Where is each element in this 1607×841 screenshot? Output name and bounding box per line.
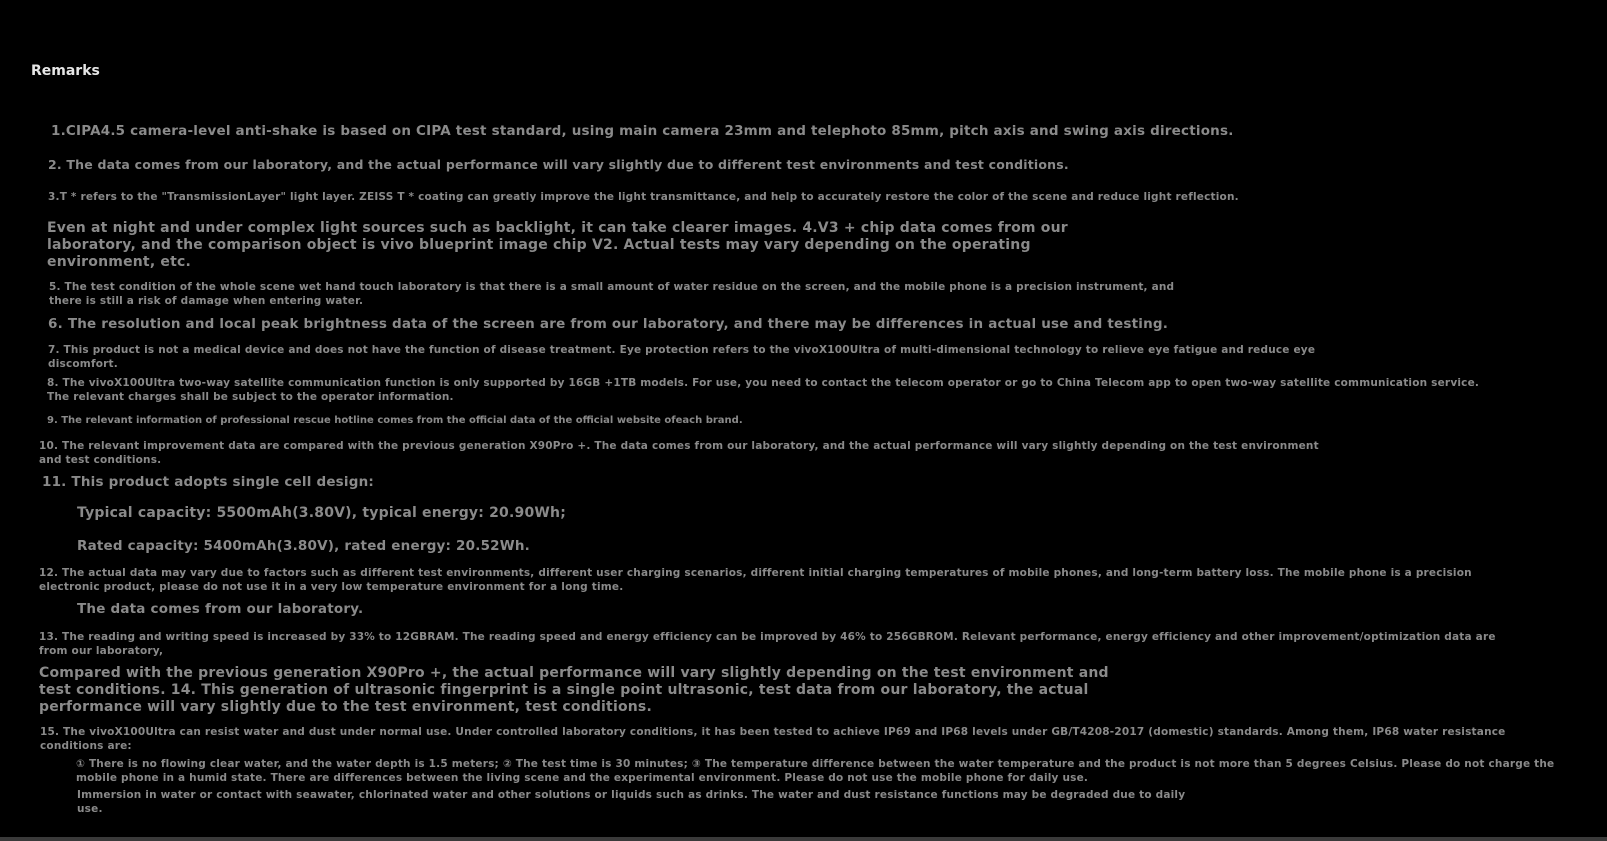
remark-14-line-3: performance will vary slightly due to the test environment, test conditions. — [39, 699, 652, 715]
remark-6: 6. The resolution and local peak brightness data of the screen are from our laboratory, and there may be differences in actual use and testing. — [48, 316, 1169, 332]
remark-9: 9. The relevant information of professional rescue hotline comes from the official data of the official website ofeach brand. — [47, 415, 743, 426]
remark-5-line-2: there is still a risk of damage when entering water. — [49, 295, 364, 307]
remark-14-line-2: test conditions. 14. This generation of ultrasonic fingerprint is a single point ultrasonic, test data from our laboratory, the actual — [39, 682, 1089, 698]
remark-11: 11. This product adopts single cell design: — [42, 474, 375, 490]
remark-12-line-2: electronic product, please do not use it in a very low temperature environment for a long time. — [39, 581, 624, 593]
remark-8-line-2: The relevant charges shall be subject to the operator information. — [47, 391, 454, 403]
remark-15-immersion-line-1: Immersion in water or contact with seawater, chlorinated water and other solutions or liquids such as drinks. The water and dust resistance functions may be degraded due to daily — [77, 789, 1186, 801]
remark-2: 2. The data comes from our laboratory, and the actual performance will vary slightly due to different test environments and test conditions. — [48, 157, 1069, 172]
remark-15-conditions-line-1: ① There is no flowing clear water, and the water depth is 1.5 meters; ② The test time is 30 minutes; ③ The temperature difference between the water temperature and the product is not more than 5 degrees Celsius. Please do not charge the — [76, 758, 1555, 770]
remark-7-line-1: 7. This product is not a medical device and does not have the function of disease treatment. Eye protection refers to the vivoX100Ultra of multi-dimensional technology to relieve eye fatigue and reduce eye — [48, 344, 1316, 356]
remark-15-line-2: conditions are: — [40, 740, 132, 752]
remark-11-rated-capacity: Rated capacity: 5400mAh(3.80V), rated energy: 20.52Wh. — [77, 538, 530, 554]
remark-5-line-1: 5. The test condition of the whole scene wet hand touch laboratory is that there is a small amount of water residue on the screen, and the mobile phone is a precision instrument, and — [49, 281, 1175, 293]
remark-10-line-2: and test conditions. — [39, 454, 162, 466]
remark-15-immersion-line-2: use. — [77, 803, 103, 815]
remark-15-line-1: 15. The vivoX100Ultra can resist water and dust under normal use. Under controlled laboratory conditions, it has been tested to achieve IP69 and IP68 levels under GB/T4208-2017 (domestic) standards. Among them, IP68 water resistance — [40, 726, 1506, 738]
remark-1: 1.CIPA4.5 camera-level anti-shake is based on CIPA test standard, using main camera 23mm and telephoto 85mm, pitch axis and swing axis directions. — [51, 123, 1234, 139]
remark-7-line-2: discomfort. — [48, 358, 118, 370]
remark-11-typical-capacity: Typical capacity: 5500mAh(3.80V), typical energy: 20.90Wh; — [77, 505, 567, 521]
bottom-divider — [0, 837, 1607, 841]
remark-3-line-3: environment, etc. — [47, 254, 192, 270]
remark-3-line-1: Even at night and under complex light sources such as backlight, it can take clearer images. 4.V3 + chip data comes from our — [47, 220, 1068, 236]
remark-15-conditions-line-2: mobile phone in a humid state. There are differences between the living scene and the experimental environment. Please do not use the mobile phone for daily use. — [76, 772, 1089, 784]
remark-14-line-1: Compared with the previous generation X90Pro +, the actual performance will vary slightly depending on the test environment and — [39, 665, 1109, 681]
remark-12-line-1: 12. The actual data may vary due to factors such as different test environments, different user charging scenarios, different initial charging temperatures of mobile phones, and long-term battery loss. The mobile phone is a precision — [39, 567, 1472, 579]
remark-3: 3.T * refers to the "TransmissionLayer" light layer. ZEISS T * coating can greatly improve the light transmittance, and help to accurately restore the color of the scene and reduce light reflection. — [48, 191, 1239, 203]
remark-13-line-2: from our laboratory, — [39, 645, 164, 657]
page-title: Remarks — [31, 63, 100, 79]
remark-10-line-1: 10. The relevant improvement data are compared with the previous generation X90Pro +. The data comes from our laboratory, and the actual performance will vary slightly depending on the test environment — [39, 440, 1319, 452]
remark-8-line-1: 8. The vivoX100Ultra two-way satellite communication function is only supported by 16GB +1TB models. For use, you need to contact the telecom operator or go to China Telecom app to open two-way satellite communication service. — [47, 377, 1480, 389]
remark-12-source: The data comes from our laboratory. — [77, 601, 364, 617]
remark-13-line-1: 13. The reading and writing speed is increased by 33% to 12GBRAM. The reading speed and energy efficiency can be improved by 46% to 256GBROM. Relevant performance, energy efficiency and other improvement/optimization data are — [39, 631, 1496, 643]
remark-3-line-2: laboratory, and the comparison object is vivo blueprint image chip V2. Actual tests may vary depending on the operating — [47, 237, 1031, 253]
